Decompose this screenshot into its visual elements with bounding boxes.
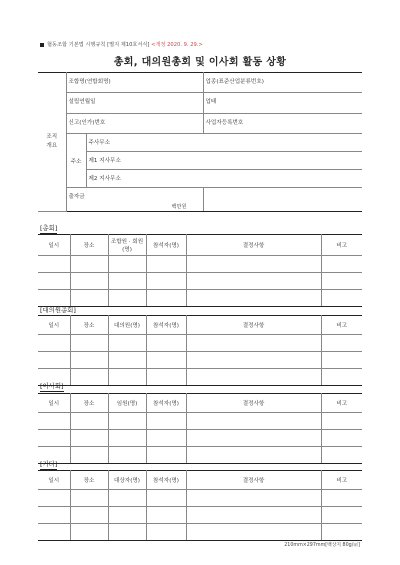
col-delegates: 대의원(명) <box>108 316 146 335</box>
col-place: 장소 <box>70 394 108 413</box>
table-row[interactable] <box>38 413 362 430</box>
col-decisions: 결정사항 <box>186 471 321 490</box>
col-remarks: 비고 <box>321 316 362 335</box>
table-row[interactable] <box>38 490 362 507</box>
general-meeting-table <box>38 234 362 307</box>
col-attendees: 참석자(명) <box>146 471 186 490</box>
section-label-other: [기타] <box>40 460 58 468</box>
table-row[interactable] <box>38 447 362 464</box>
board-meeting-table <box>38 393 362 464</box>
section-label-general: [총회] <box>40 224 58 232</box>
page-title: 총회, 대의원총회 및 이사회 활동 상황 <box>113 57 287 68</box>
col-decisions: 결정사항 <box>186 394 321 413</box>
col-attendees: 참석자(명) <box>146 235 186 256</box>
col-members: 조합원 · 회원(명) <box>108 235 146 256</box>
col-datetime: 일시 <box>38 316 70 335</box>
col-attendees: 참석자(명) <box>146 316 186 335</box>
col-datetime: 일시 <box>38 394 70 413</box>
delegates-meeting-table <box>38 315 362 386</box>
section-label-delegates: [대의원총회] <box>40 306 76 314</box>
address-label: 주소 <box>66 134 86 188</box>
org-overview-table <box>38 72 362 212</box>
col-datetime: 일시 <box>38 235 70 256</box>
branch2-address-field[interactable]: 제2 지사무소 <box>86 170 362 188</box>
hq-address-field[interactable]: 주사무소 <box>86 134 362 152</box>
org-overview-label: 조직 개요 <box>38 73 66 212</box>
col-remarks: 비고 <box>321 471 362 490</box>
branch1-address-field[interactable]: 제1 지사무소 <box>86 152 362 170</box>
capital-unit: 백만원 <box>171 204 187 210</box>
col-place: 장소 <box>70 316 108 335</box>
form-header-text: 협동조합 기본법 시행규칙 [별지 제10호서식] <box>47 42 150 48</box>
col-remarks: 비고 <box>321 394 362 413</box>
capital-label: 출자금 <box>68 194 85 200</box>
table-row[interactable] <box>38 256 362 273</box>
revision-date: <개정 2020. 9. 29.> <box>151 42 203 48</box>
table-row[interactable] <box>38 290 362 307</box>
capital-blank <box>203 188 362 212</box>
table-row[interactable] <box>38 335 362 352</box>
col-decisions: 결정사항 <box>186 316 321 335</box>
table-row[interactable] <box>38 430 362 447</box>
business-type-field[interactable]: 업태 <box>203 93 362 114</box>
col-place: 장소 <box>70 471 108 490</box>
col-decisions: 결정사항 <box>186 235 321 256</box>
col-datetime: 일시 <box>38 471 70 490</box>
other-meeting-table <box>38 470 362 541</box>
col-targets: 대상자(명) <box>108 471 146 490</box>
col-remarks: 비고 <box>321 235 362 256</box>
table-row[interactable] <box>38 273 362 290</box>
table-row[interactable] <box>38 352 362 369</box>
union-name-field[interactable]: 조합명(연합회명) <box>66 73 203 93</box>
section-label-board: [이사회] <box>40 382 64 390</box>
col-officers: 임원(명) <box>108 394 146 413</box>
square-bullet-icon <box>40 43 44 47</box>
permit-number-field[interactable]: 신고(인가)번호 <box>66 114 203 134</box>
industry-field[interactable]: 업종(표준산업분류번호) <box>203 73 362 93</box>
table-row[interactable] <box>38 507 362 524</box>
capital-field[interactable] <box>66 188 203 212</box>
table-row[interactable] <box>38 524 362 541</box>
founded-date-field[interactable]: 설립연월일 <box>66 93 203 114</box>
form-header <box>40 41 203 48</box>
paper-spec-footer: 210mm×297mm[백상지 80g/㎡] <box>284 543 360 548</box>
table-row[interactable] <box>38 369 362 386</box>
col-place: 장소 <box>70 235 108 256</box>
biz-reg-number-field[interactable]: 사업자등록번호 <box>203 114 362 134</box>
col-attendees: 참석자(명) <box>146 394 186 413</box>
